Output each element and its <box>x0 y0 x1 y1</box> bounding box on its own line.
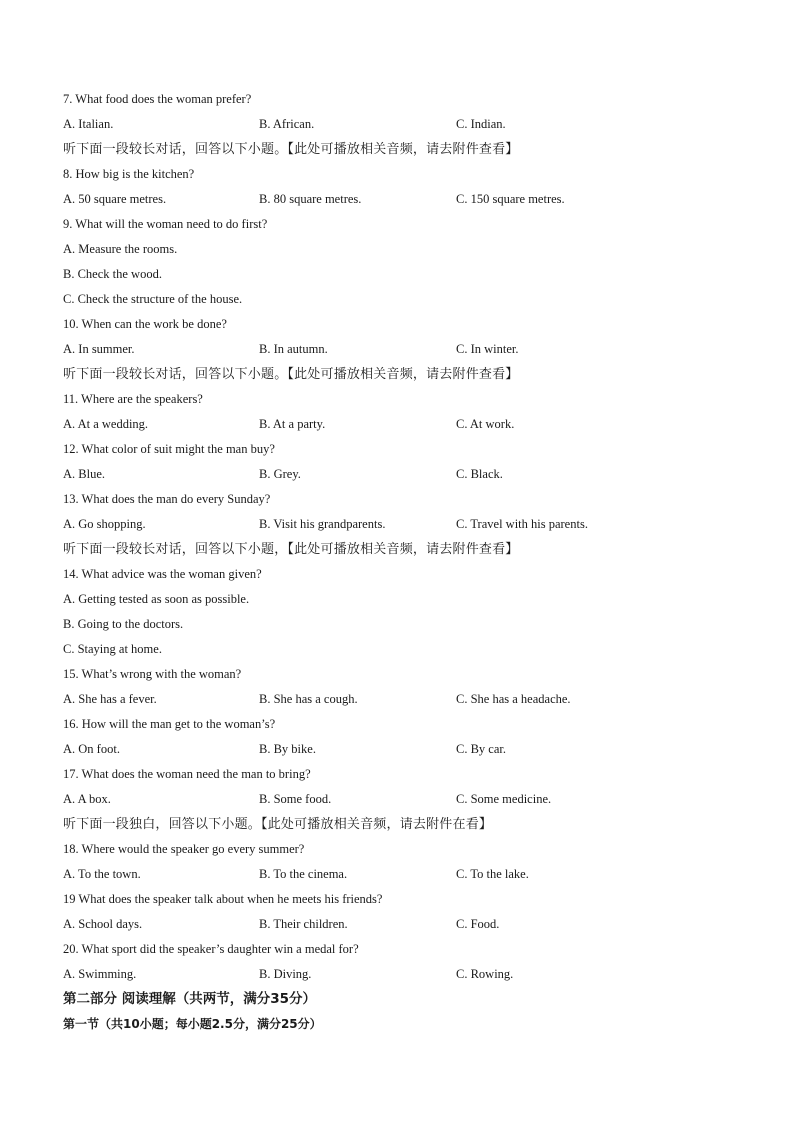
option-b: B. Diving. <box>259 967 312 981</box>
exam-page <box>63 87 743 1036</box>
question-8: 8. How big is the kitchen? <box>63 167 195 181</box>
option-c: C. To the lake. <box>456 867 529 881</box>
question-18: 18. Where would the speaker go every summer? <box>63 842 305 856</box>
question-13: 13. What does the man do every Sunday? <box>63 492 271 506</box>
option-c: C. By car. <box>456 742 506 756</box>
option-b: B. Grey. <box>259 467 301 481</box>
listening-instruction: 听下面一段较长对话，回答以下小题。【此处可播放相关音频，请去附件查看】 <box>63 367 519 382</box>
question-18-options <box>63 862 743 887</box>
question-20: 20. What sport did the speaker’s daughter win a medal for? <box>63 942 359 956</box>
question-16-options <box>63 737 743 762</box>
option-a: A. On foot. <box>63 742 120 756</box>
question-10: 10. When can the work be done? <box>63 317 227 331</box>
option-b: B. To the cinema. <box>259 867 348 881</box>
part-two-heading: 第二部分 阅读理解（共两节，满分35分） <box>63 991 316 1007</box>
option-a: A. At a wedding. <box>63 417 149 431</box>
option-c: C. Some medicine. <box>456 792 552 806</box>
option-a: A. Go shopping. <box>63 517 146 531</box>
question-12-options <box>63 462 743 487</box>
option-b: B. 80 square metres. <box>259 192 362 206</box>
option-b: B. Check the wood. <box>63 267 162 281</box>
option-a: A. Measure the rooms. <box>63 242 178 256</box>
question-15: 15. What’s wrong with the woman? <box>63 667 242 681</box>
option-b: B. Visit his grandparents. <box>259 517 386 531</box>
option-b: B. Some food. <box>259 792 332 806</box>
option-b: B. African. <box>259 117 315 131</box>
question-19: 19 What does the speaker talk about when he meets his friends? <box>63 892 383 906</box>
option-c: C. Staying at home. <box>63 642 162 656</box>
option-c: C. Travel with his parents. <box>456 517 588 531</box>
option-b: B. Going to the doctors. <box>63 617 184 631</box>
option-a: A. Blue. <box>63 467 106 481</box>
option-c: C. At work. <box>456 417 515 431</box>
option-a: A. In summer. <box>63 342 135 356</box>
option-c: C. Black. <box>456 467 503 481</box>
question-10-options <box>63 337 743 362</box>
option-c: C. She has a headache. <box>456 692 571 706</box>
option-c: C. Food. <box>456 917 500 931</box>
option-a: A. She has a fever. <box>63 692 157 706</box>
section-one-heading: 第一节（共10小题；每小题2.5分，满分25分） <box>63 1017 322 1031</box>
question-14: 14. What advice was the woman given? <box>63 567 262 581</box>
option-b: B. She has a cough. <box>259 692 358 706</box>
question-20-options <box>63 962 743 987</box>
question-9: 9. What will the woman need to do first? <box>63 217 268 231</box>
option-b: B. By bike. <box>259 742 316 756</box>
option-b: B. At a party. <box>259 417 326 431</box>
question-8-options <box>63 187 743 212</box>
option-c: C. Rowing. <box>456 967 514 981</box>
option-b: B. In autumn. <box>259 342 328 356</box>
option-c: C. Indian. <box>456 117 506 131</box>
option-c: C. In winter. <box>456 342 519 356</box>
listening-instruction: 听下面一段独白，回答以下小题。【此处可播放相关音频，请去附件在看】 <box>63 817 493 832</box>
option-a: A. Getting tested as soon as possible. <box>63 592 250 606</box>
listening-instruction: 听下面一段较长对话，回答以下小题，【此处可播放相关音频，请去附件查看】 <box>63 542 519 557</box>
question-17: 17. What does the woman need the man to bring? <box>63 767 311 781</box>
option-a: A. School days. <box>63 917 143 931</box>
option-a: A. A box. <box>63 792 111 806</box>
option-a: A. To the town. <box>63 867 141 881</box>
option-a: A. 50 square metres. <box>63 192 167 206</box>
question-7-options <box>63 112 743 137</box>
question-13-options <box>63 512 743 537</box>
listening-instruction: 听下面一段较长对话，回答以下小题。【此处可播放相关音频，请去附件查看】 <box>63 142 519 157</box>
option-a: A. Swimming. <box>63 967 137 981</box>
option-a: A. Italian. <box>63 117 114 131</box>
question-7: 7. What food does the woman prefer? <box>63 92 252 106</box>
option-b: B. Their children. <box>259 917 348 931</box>
question-15-options <box>63 687 743 712</box>
question-12: 12. What color of suit might the man buy? <box>63 442 275 456</box>
option-c: C. 150 square metres. <box>456 192 565 206</box>
question-11: 11. Where are the speakers? <box>63 392 203 406</box>
question-16: 16. How will the man get to the woman’s? <box>63 717 276 731</box>
question-19-options <box>63 912 743 937</box>
question-11-options <box>63 412 743 437</box>
question-17-options <box>63 787 743 812</box>
option-c: C. Check the structure of the house. <box>63 292 243 306</box>
